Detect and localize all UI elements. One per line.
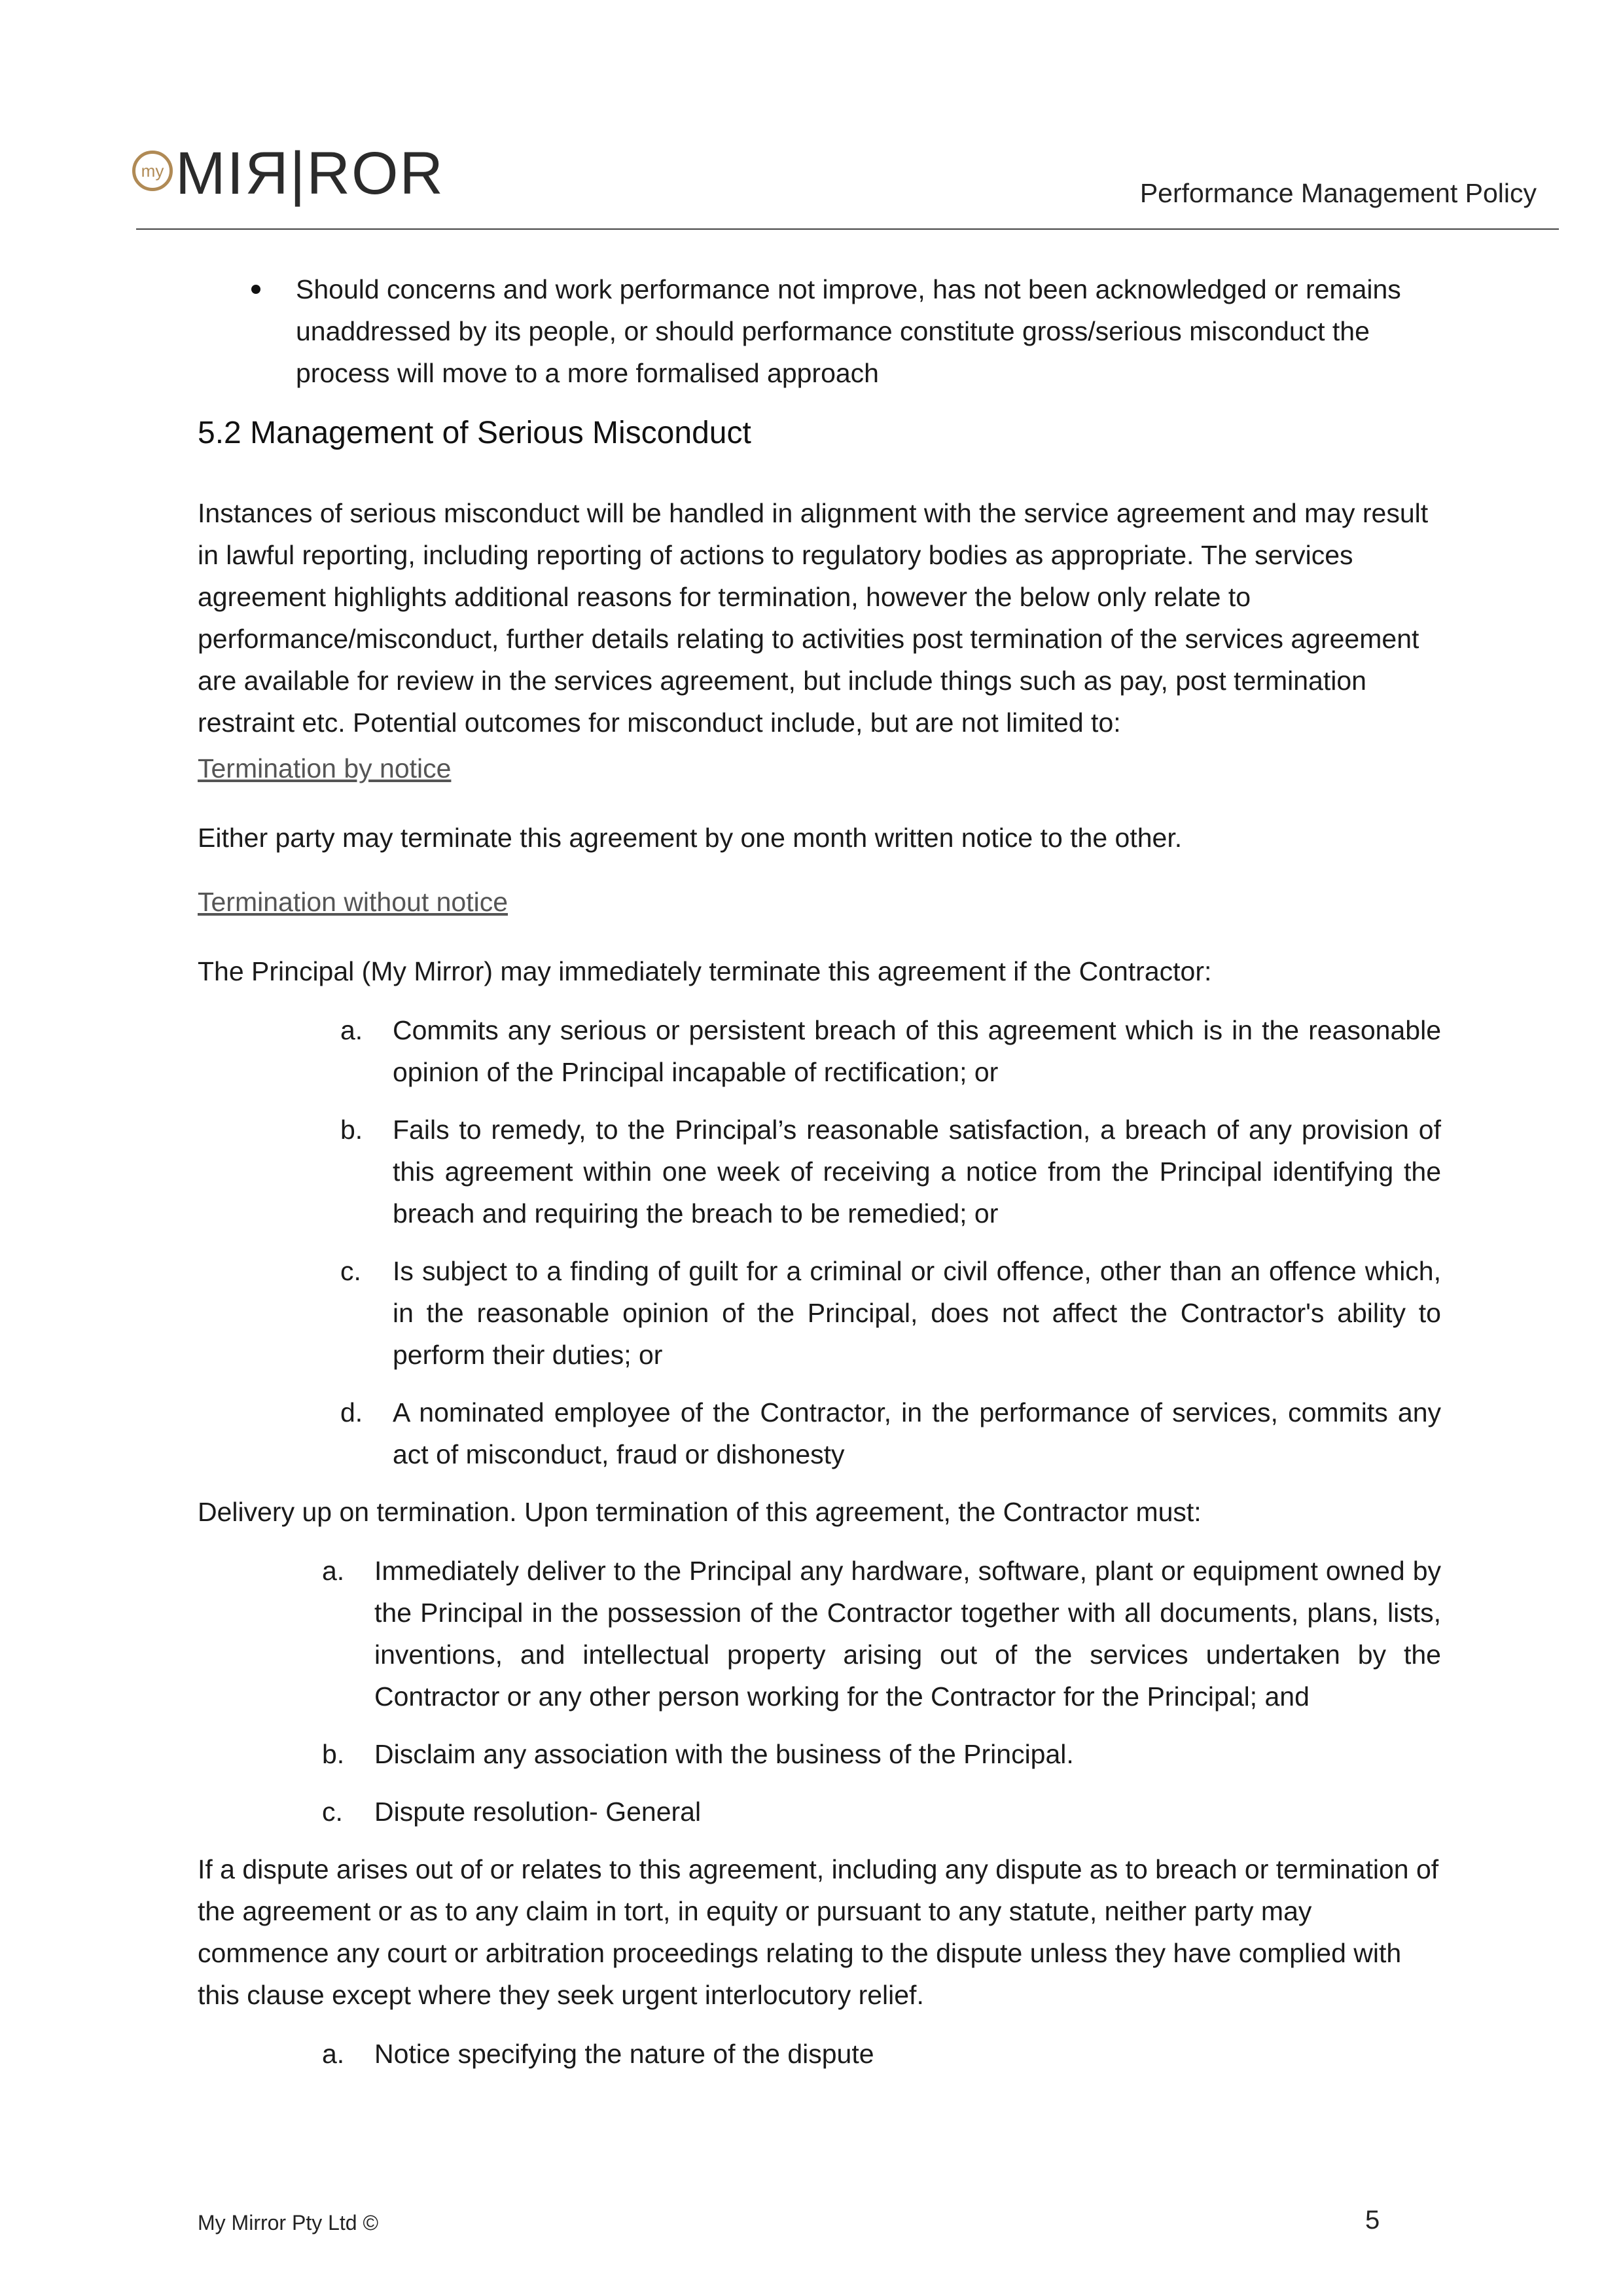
list-item bbox=[198, 1009, 1441, 1093]
list-item-text: Is subject to a finding of guilt for a criminal or civil offence, other than an offence which, in the reasonable opinion of the Principal, does not affect the Contractor's ability to perform their duties; or bbox=[393, 1256, 1441, 1370]
list-item-text: A nominated employee of the Contractor, in the performance of services, commits any act of misconduct, fraud or dishonesty bbox=[393, 1397, 1441, 1469]
bullet-text: Should concerns and work performance not improve, has not been acknowledged or remains unaddressed by its people, or should performance constitute gross/serious misconduct the process will move to a more formalised approach bbox=[296, 274, 1401, 388]
termination-by-notice-heading: Termination by notice bbox=[198, 753, 452, 783]
list-item-text: Dispute resolution- General bbox=[374, 1797, 702, 1827]
list-marker: a. bbox=[322, 1556, 345, 1586]
list-item bbox=[198, 1109, 1441, 1234]
header-divider bbox=[136, 228, 1559, 230]
list-item-text: Fails to remedy, to the Principal’s reasonable satisfaction, a breach of any provision of this agreement within one week of receiving a notice from the Principal identifying the breach and requiring the breach to be remedied; or bbox=[393, 1115, 1441, 1229]
termination-conditions-list bbox=[198, 1009, 1441, 1475]
list-item-text: Commits any serious or persistent breach of this agreement which is in the reasonable opinion of the Principal incapable of rectification; or bbox=[393, 1015, 1441, 1087]
company-logo bbox=[132, 137, 444, 209]
document-title: Performance Management Policy bbox=[1139, 178, 1537, 208]
logo-small-text: my bbox=[141, 161, 164, 181]
dispute-paragraph: If a dispute arises out of or relates to this agreement, including any dispute as to breach or termination of the agreement or as to any claim in tort, in equity or pursuant to any statute, neither party may commence any court or arbitration proceedings relating to the dispute unless they have complied with this clause except where they seek urgent interlocutory relief. bbox=[198, 1854, 1439, 2010]
termination-by-notice-text: Either party may terminate this agreement by one month written notice to the other. bbox=[198, 823, 1183, 853]
list-marker: a. bbox=[322, 2039, 345, 2069]
list-marker: c. bbox=[340, 1256, 361, 1286]
termination-without-notice-heading: Termination without notice bbox=[198, 887, 508, 917]
footer-company: My Mirror Pty Ltd © bbox=[198, 2211, 379, 2234]
list-item-text: Disclaim any association with the business of the Principal. bbox=[374, 1739, 1074, 1769]
delivery-list bbox=[198, 1550, 1441, 1833]
list-item-text: Immediately deliver to the Principal any hardware, software, plant or equipment owned by the Principal in the possession of the Contractor together with all documents, plans, lists, inventions, and intellectual property arising out of the services undertaken by the Contractor or any other person working for the Contractor for the Principal; and bbox=[374, 1556, 1441, 1712]
list-item bbox=[198, 1791, 1441, 1833]
delivery-lead: Delivery up on termination. Upon termination of this agreement, the Contractor must: bbox=[198, 1497, 1202, 1527]
list-marker: b. bbox=[340, 1115, 363, 1145]
list-marker: a. bbox=[340, 1015, 363, 1045]
list-item-text: Notice specifying the nature of the dispute bbox=[374, 2039, 874, 2069]
page-number: 5 bbox=[1365, 2206, 1380, 2234]
list-item bbox=[198, 1250, 1441, 1376]
bullet-dot-icon bbox=[251, 285, 260, 294]
list-marker: d. bbox=[340, 1397, 363, 1427]
page-content bbox=[198, 268, 1441, 2075]
termination-without-notice-lead: The Principal (My Mirror) may immediately terminate this agreement if the Contractor: bbox=[198, 956, 1212, 986]
list-item bbox=[198, 2033, 1441, 2075]
list-item bbox=[198, 1550, 1441, 1717]
list-marker: c. bbox=[322, 1797, 343, 1827]
logo-wordmark: MIЯ|ROR bbox=[175, 140, 444, 207]
list-item bbox=[198, 1391, 1441, 1475]
list-item bbox=[198, 1733, 1441, 1775]
bullet-item bbox=[198, 268, 1441, 394]
section-heading: 5.2 Management of Serious Misconduct bbox=[198, 416, 751, 450]
bullet-list bbox=[198, 268, 1441, 394]
intro-paragraph: Instances of serious misconduct will be handled in alignment with the service agreement and may result in lawful reporting, including reporting of actions to regulatory bodies as appropriate. The services agreement highlights additional reasons for termination, however the below only relate to performance/misconduct, further details relating to activities post termination of the services agreement are available for review in the services agreement, but include things such as pay, post termination restraint etc. Potential outcomes for misconduct include, but are not limited to: bbox=[198, 498, 1429, 738]
list-marker: b. bbox=[322, 1739, 345, 1769]
dispute-list bbox=[198, 2033, 1441, 2075]
